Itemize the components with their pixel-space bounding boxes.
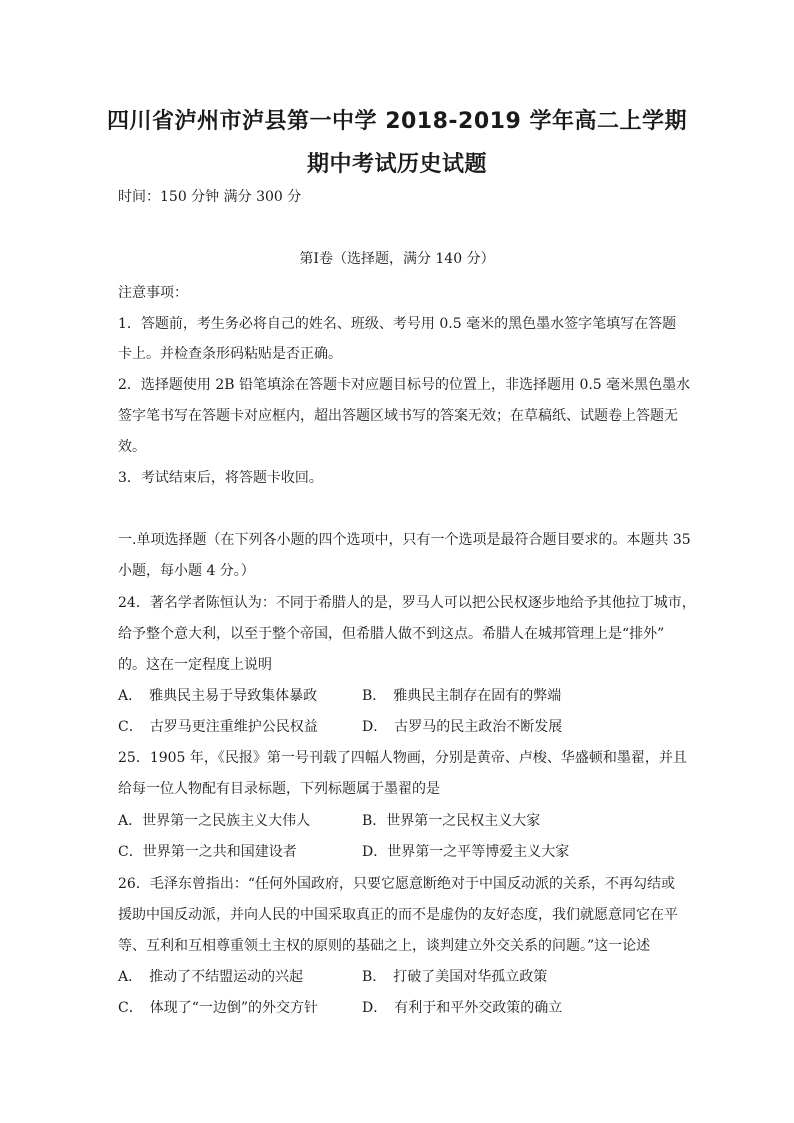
question-26-stem: 援助中国反动派，并向人民的中国采取真正的而不是虚伪的友好态度，我们就愿意同它在平 bbox=[118, 907, 678, 923]
option-c: C． 古罗马更注重维护公民权益 bbox=[118, 719, 318, 735]
option-b: B． 打破了美国对华孤立政策 bbox=[362, 969, 548, 985]
option-b: B．世界第一之民权主义大家 bbox=[362, 813, 541, 829]
question-26-options-row bbox=[118, 997, 686, 1017]
option-a: A． 雅典民主易于导致集体暴政 bbox=[118, 688, 318, 704]
question-26-options-row bbox=[118, 966, 686, 986]
section-heading: 第Ⅰ卷（选择题，满分 140 分） bbox=[299, 251, 495, 267]
option-a: A． 推动了不结盟运动的兴起 bbox=[118, 969, 304, 985]
option-d: D． 古罗马的民主政治不断发展 bbox=[362, 719, 563, 735]
question-24-stem: 24．著名学者陈恒认为：不同于希腊人的是，罗马人可以把公民权逐步地给予其他拉丁城市， bbox=[118, 595, 696, 611]
question-24-options-row bbox=[118, 716, 686, 736]
notice-title: 注意事项： bbox=[118, 285, 188, 301]
option-c: C． 体现了“一边倒”的外交方针 bbox=[118, 1000, 319, 1016]
exam-title-line1: 四川省泸州市泸县第一中学 2018-2019 学年高二上学期 bbox=[107, 109, 687, 134]
question-25-options-row bbox=[118, 810, 686, 830]
question-24-stem: 给予整个意大利，以至于整个帝国，但希腊人做不到这点。希腊人在城邦管理上是“排外” bbox=[118, 626, 665, 642]
notice-line: 效。 bbox=[118, 439, 146, 455]
part-intro-line: 小题，每小题 4 分。） bbox=[118, 563, 255, 579]
question-26-stem: 等、互利和互相尊重领土主权的原则的基础之上，谈判建立外交关系的问题。”这一论述 bbox=[118, 938, 651, 954]
option-c: C．世界第一之共和国建设者 bbox=[118, 844, 297, 860]
question-25-stem: 25．1905 年，《民报》第一号刊载了四幅人物画，分别是黄帝、卢梭、华盛顿和墨翟，并且 bbox=[118, 750, 687, 766]
question-25-options-row bbox=[118, 841, 686, 861]
question-26-stem: 26．毛泽东曾指出：“任何外国政府，只要它愿意断绝对于中国反动派的关系，不再勾结或 bbox=[118, 876, 675, 892]
notice-line: 签字笔书写在答题卡对应框内，超出答题区域书写的答案无效；在草稿纸、试题卷上答题无 bbox=[118, 408, 678, 424]
option-b: B． 雅典民主制存在固有的弊端 bbox=[362, 688, 562, 704]
exam-title-line2: 期中考试历史试题 bbox=[306, 152, 487, 177]
notice-line: 3．考试结束后，将答题卡收回。 bbox=[118, 470, 323, 486]
part-intro-line: 一.单项选择题（在下列各小题的四个选项中，只有一个选项是最符合题目要求的。本题共 35 bbox=[118, 532, 691, 548]
notice-line: 2．选择题使用 2B 铅笔填涂在答题卡对应题目标号的位置上，非选择题用 0.5 毫米黑色墨水 bbox=[118, 377, 691, 393]
notice-line: 卡上。并检查条形码粘贴是否正确。 bbox=[118, 346, 342, 362]
question-25-stem: 给每一位人物配有目录标题，下列标题属于墨翟的是 bbox=[118, 781, 440, 797]
question-24-stem: 的。这在一定程度上说明 bbox=[118, 657, 272, 673]
option-d: D．世界第一之平等博爱主义大家 bbox=[362, 844, 570, 860]
question-24-options-row bbox=[118, 685, 686, 705]
option-a: A．世界第一之民族主义大伟人 bbox=[118, 813, 311, 829]
notice-line: 1．答题前，考生务必将自己的姓名、班级、考号用 0.5 毫米的黑色墨水签字笔填写在答题 bbox=[118, 316, 677, 332]
time-score-info: 时间：150 分钟 满分 300 分 bbox=[118, 189, 302, 205]
option-d: D． 有利于和平外交政策的确立 bbox=[362, 1000, 563, 1016]
